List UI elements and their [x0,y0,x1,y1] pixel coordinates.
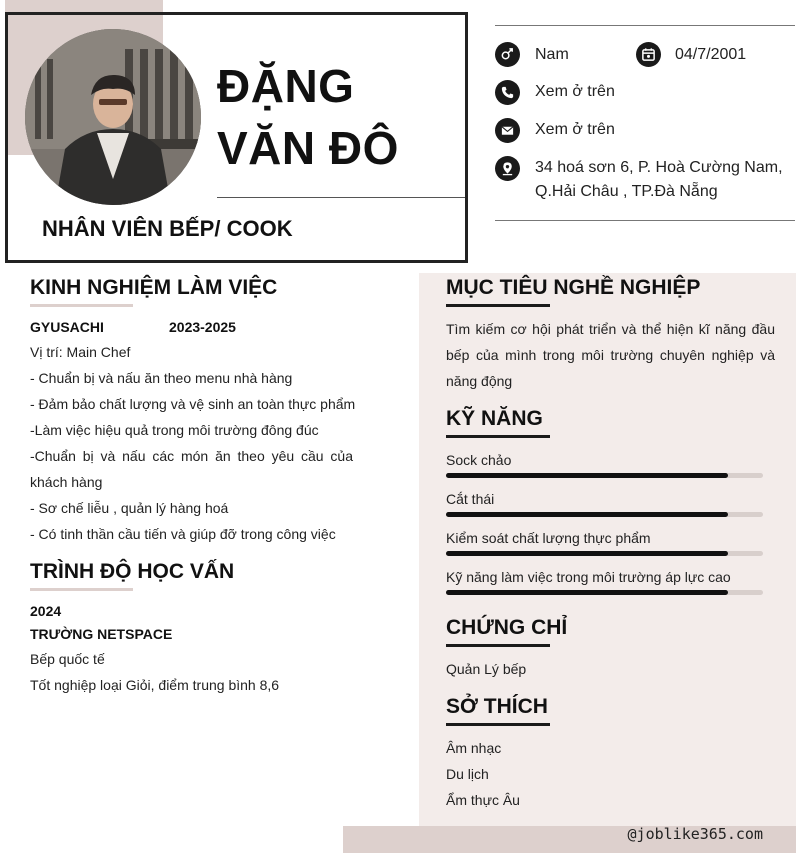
education-year: 2024 [30,603,62,619]
hobby-item: Âm nhạc [446,740,502,756]
phone-value: Xem ở trên [535,83,615,100]
skill-bar-fill [446,551,728,556]
section-underline [30,304,133,307]
email-value: Xem ở trên [535,121,615,138]
experience-title: KINH NGHIỆM LÀM VIỆC [30,276,278,299]
skill-bar [446,590,763,595]
section-underline [446,644,550,647]
hobby-item: Ẩm thực Âu [446,792,520,808]
school-name: TRƯỜNG NETSPACE [30,626,173,642]
experience-item: -Chuẩn bị và nấu các món ăn theo yêu cầu của khách hàng [30,448,353,490]
section-underline [446,435,550,438]
watermark: @joblike365.com [627,825,763,843]
skill-label: Cắt thái [446,491,495,507]
education-title: TRÌNH ĐỘ HỌC VẤN [30,560,235,583]
skill-label: Sock chảo [446,452,512,468]
experience-item: - Chuẩn bị và nấu ăn theo menu nhà hàng [30,370,293,386]
skill-bar [446,551,763,556]
education-major: Bếp quốc tế [30,651,105,667]
company-name: GYUSACHI [30,319,104,335]
hobbies-title: SỞ THÍCH [446,695,548,718]
skill-bar-fill [446,473,728,478]
divider [217,197,465,198]
position: Vị trí: Main Chef [30,344,131,360]
experience-item: -Làm việc hiệu quả trong môi trường đông đúc [30,422,319,438]
certificate-item: Quản Lý bếp [446,661,527,677]
objective-text: Tìm kiếm cơ hội phát triển và thể hiện kĩ năng đầu bếp của mình trong môi trường chuyên nghiệp và năng động [446,321,775,389]
job-title: NHÂN VIÊN BẾP/ COOK [42,216,293,241]
avatar [25,29,201,205]
experience-item: - Đảm bảo chất lượng và vệ sinh an toàn thực phẩm [30,396,356,412]
address-value: 34 hoá sơn 6, P. Hoà Cường Nam, Q.Hải Châu , TP.Đà Nẵng [535,159,783,200]
skill-label: Kiểm soát chất lượng thực phẩm [446,530,651,546]
certificates-title: CHỨNG CHỈ [446,616,568,639]
skill-bar-fill [446,512,728,517]
gender-value: Nam [535,46,569,63]
gender-icon [495,42,520,67]
skill-label: Kỹ năng làm việc trong môi trường áp lực cao [446,569,731,585]
candidate-name: ĐẶNG VĂN ĐÔ [217,60,399,174]
education-result: Tốt nghiệp loại Giỏi, điểm trung bình 8,6 [30,677,280,693]
section-underline [446,304,550,307]
section-underline [446,723,550,726]
work-period: 2023-2025 [169,319,236,335]
experience-item: - Có tinh thần cầu tiến và giúp đỡ trong công việc [30,526,336,542]
location-icon [495,156,520,181]
skills-title: KỸ NĂNG [446,407,543,430]
profile-photo [25,29,201,205]
skill-bar [446,512,763,517]
skill-bar-fill [446,590,728,595]
calendar-icon [636,42,661,67]
section-underline [30,588,133,591]
birthday-value: 04/7/2001 [675,46,747,63]
objective-title: MỤC TIÊU NGHỀ NGHIỆP [446,276,701,299]
experience-item: - Sơ chế liễu , quản lý hàng hoá [30,500,229,516]
skill-bar [446,473,763,478]
phone-icon [495,80,520,105]
hobby-item: Du lịch [446,766,489,782]
email-icon [495,118,520,143]
